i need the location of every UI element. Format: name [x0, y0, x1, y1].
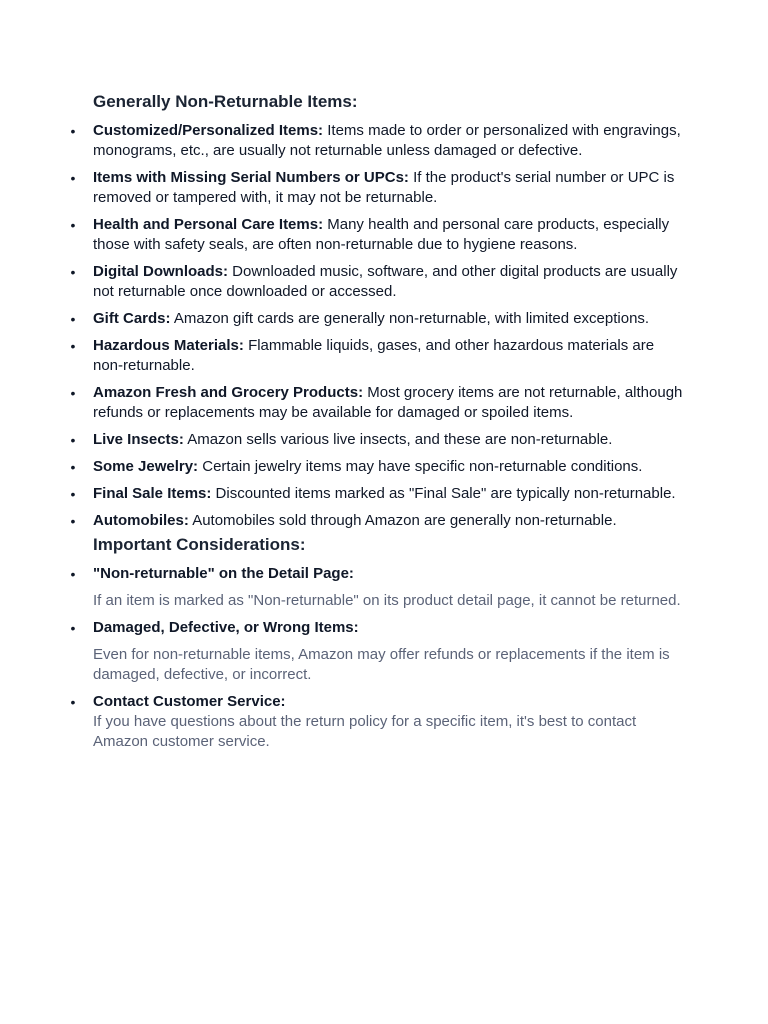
item-description: Items made to order or personalized with engravings, monograms, etc., are usually not returnable unless damaged or defective. [93, 122, 681, 159]
item-description: Automobiles sold through Amazon are generally non-returnable. [192, 512, 617, 529]
list-item [70, 692, 683, 752]
item-title: "Non-returnable" on the Detail Page: [93, 565, 354, 582]
item-description: Amazon sells various live insects, and these are non-returnable. [187, 431, 613, 448]
item-title: Items with Missing Serial Numbers or UPCs: [93, 169, 409, 186]
list-item [70, 168, 683, 208]
list-item [70, 511, 683, 531]
bullet-icon: • [70, 486, 76, 502]
item-description: If an item is marked as "Non-returnable" on its product detail page, it cannot be returned. [93, 592, 681, 609]
considerations-list [70, 564, 683, 752]
bullet-icon: • [70, 217, 76, 233]
item-title: Gift Cards: [93, 310, 171, 327]
list-item [70, 309, 683, 329]
bullet-icon: • [70, 338, 76, 354]
non-returnable-items-list [70, 121, 683, 531]
bullet-icon: • [70, 311, 76, 327]
item-description: Most grocery items are not returnable, although refunds or replacements may be available for damaged or spoiled items. [93, 384, 683, 421]
item-title: Some Jewelry: [93, 458, 199, 475]
list-item [70, 262, 683, 302]
list-item [70, 618, 683, 685]
item-description: If the product's serial number or UPC is removed or tampered with, it may not be returnable. [93, 169, 675, 206]
bullet-icon: • [70, 385, 76, 401]
bullet-icon: • [70, 513, 76, 529]
list-item [70, 564, 683, 611]
section-heading-considerations: Important Considerations: [93, 535, 306, 554]
item-title: Hazardous Materials: [93, 337, 244, 354]
item-title: Health and Personal Care Items: [93, 216, 324, 233]
item-title: Amazon Fresh and Grocery Products: [93, 384, 364, 401]
item-description: Certain jewelry items may have specific non-returnable conditions. [202, 458, 643, 475]
bullet-icon: • [70, 432, 76, 448]
item-title: Live Insects: [93, 431, 184, 448]
bullet-icon: • [70, 264, 76, 280]
list-item [70, 121, 683, 161]
item-title: Contact Customer Service: [93, 693, 286, 710]
item-title: Damaged, Defective, or Wrong Items: [93, 619, 359, 636]
list-item [70, 383, 683, 423]
bullet-icon: • [70, 170, 76, 186]
item-title: Digital Downloads: [93, 263, 228, 280]
bullet-icon: • [70, 566, 76, 582]
bullet-icon: • [70, 123, 76, 139]
list-item [70, 484, 683, 504]
item-title: Final Sale Items: [93, 485, 212, 502]
item-description: If you have questions about the return policy for a specific item, it's best to contact Amazon customer service. [93, 713, 637, 750]
item-title: Customized/Personalized Items: [93, 122, 324, 139]
bullet-icon: • [70, 620, 76, 636]
item-description: Many health and personal care products, especially those with safety seals, are often non-returnable due to hygiene reasons. [93, 216, 670, 253]
item-description: Discounted items marked as "Final Sale" are typically non-returnable. [215, 485, 676, 502]
item-description: Amazon gift cards are generally non-returnable, with limited exceptions. [173, 310, 650, 327]
item-description: Flammable liquids, gases, and other hazardous materials are non-returnable. [93, 337, 655, 374]
item-description: Downloaded music, software, and other digital products are usually not returnable once downloaded or accessed. [93, 263, 678, 300]
list-item [70, 215, 683, 255]
section-heading-non-returnable: Generally Non-Returnable Items: [93, 92, 358, 111]
list-item [70, 430, 683, 450]
list-item [70, 336, 683, 376]
document-body [70, 92, 683, 759]
item-description: Even for non-returnable items, Amazon may offer refunds or replacements if the item is damaged, defective, or incorrect. [93, 646, 670, 683]
bullet-icon: • [70, 459, 76, 475]
bullet-icon: • [70, 694, 76, 710]
list-item [70, 457, 683, 477]
item-title: Automobiles: [93, 512, 189, 529]
